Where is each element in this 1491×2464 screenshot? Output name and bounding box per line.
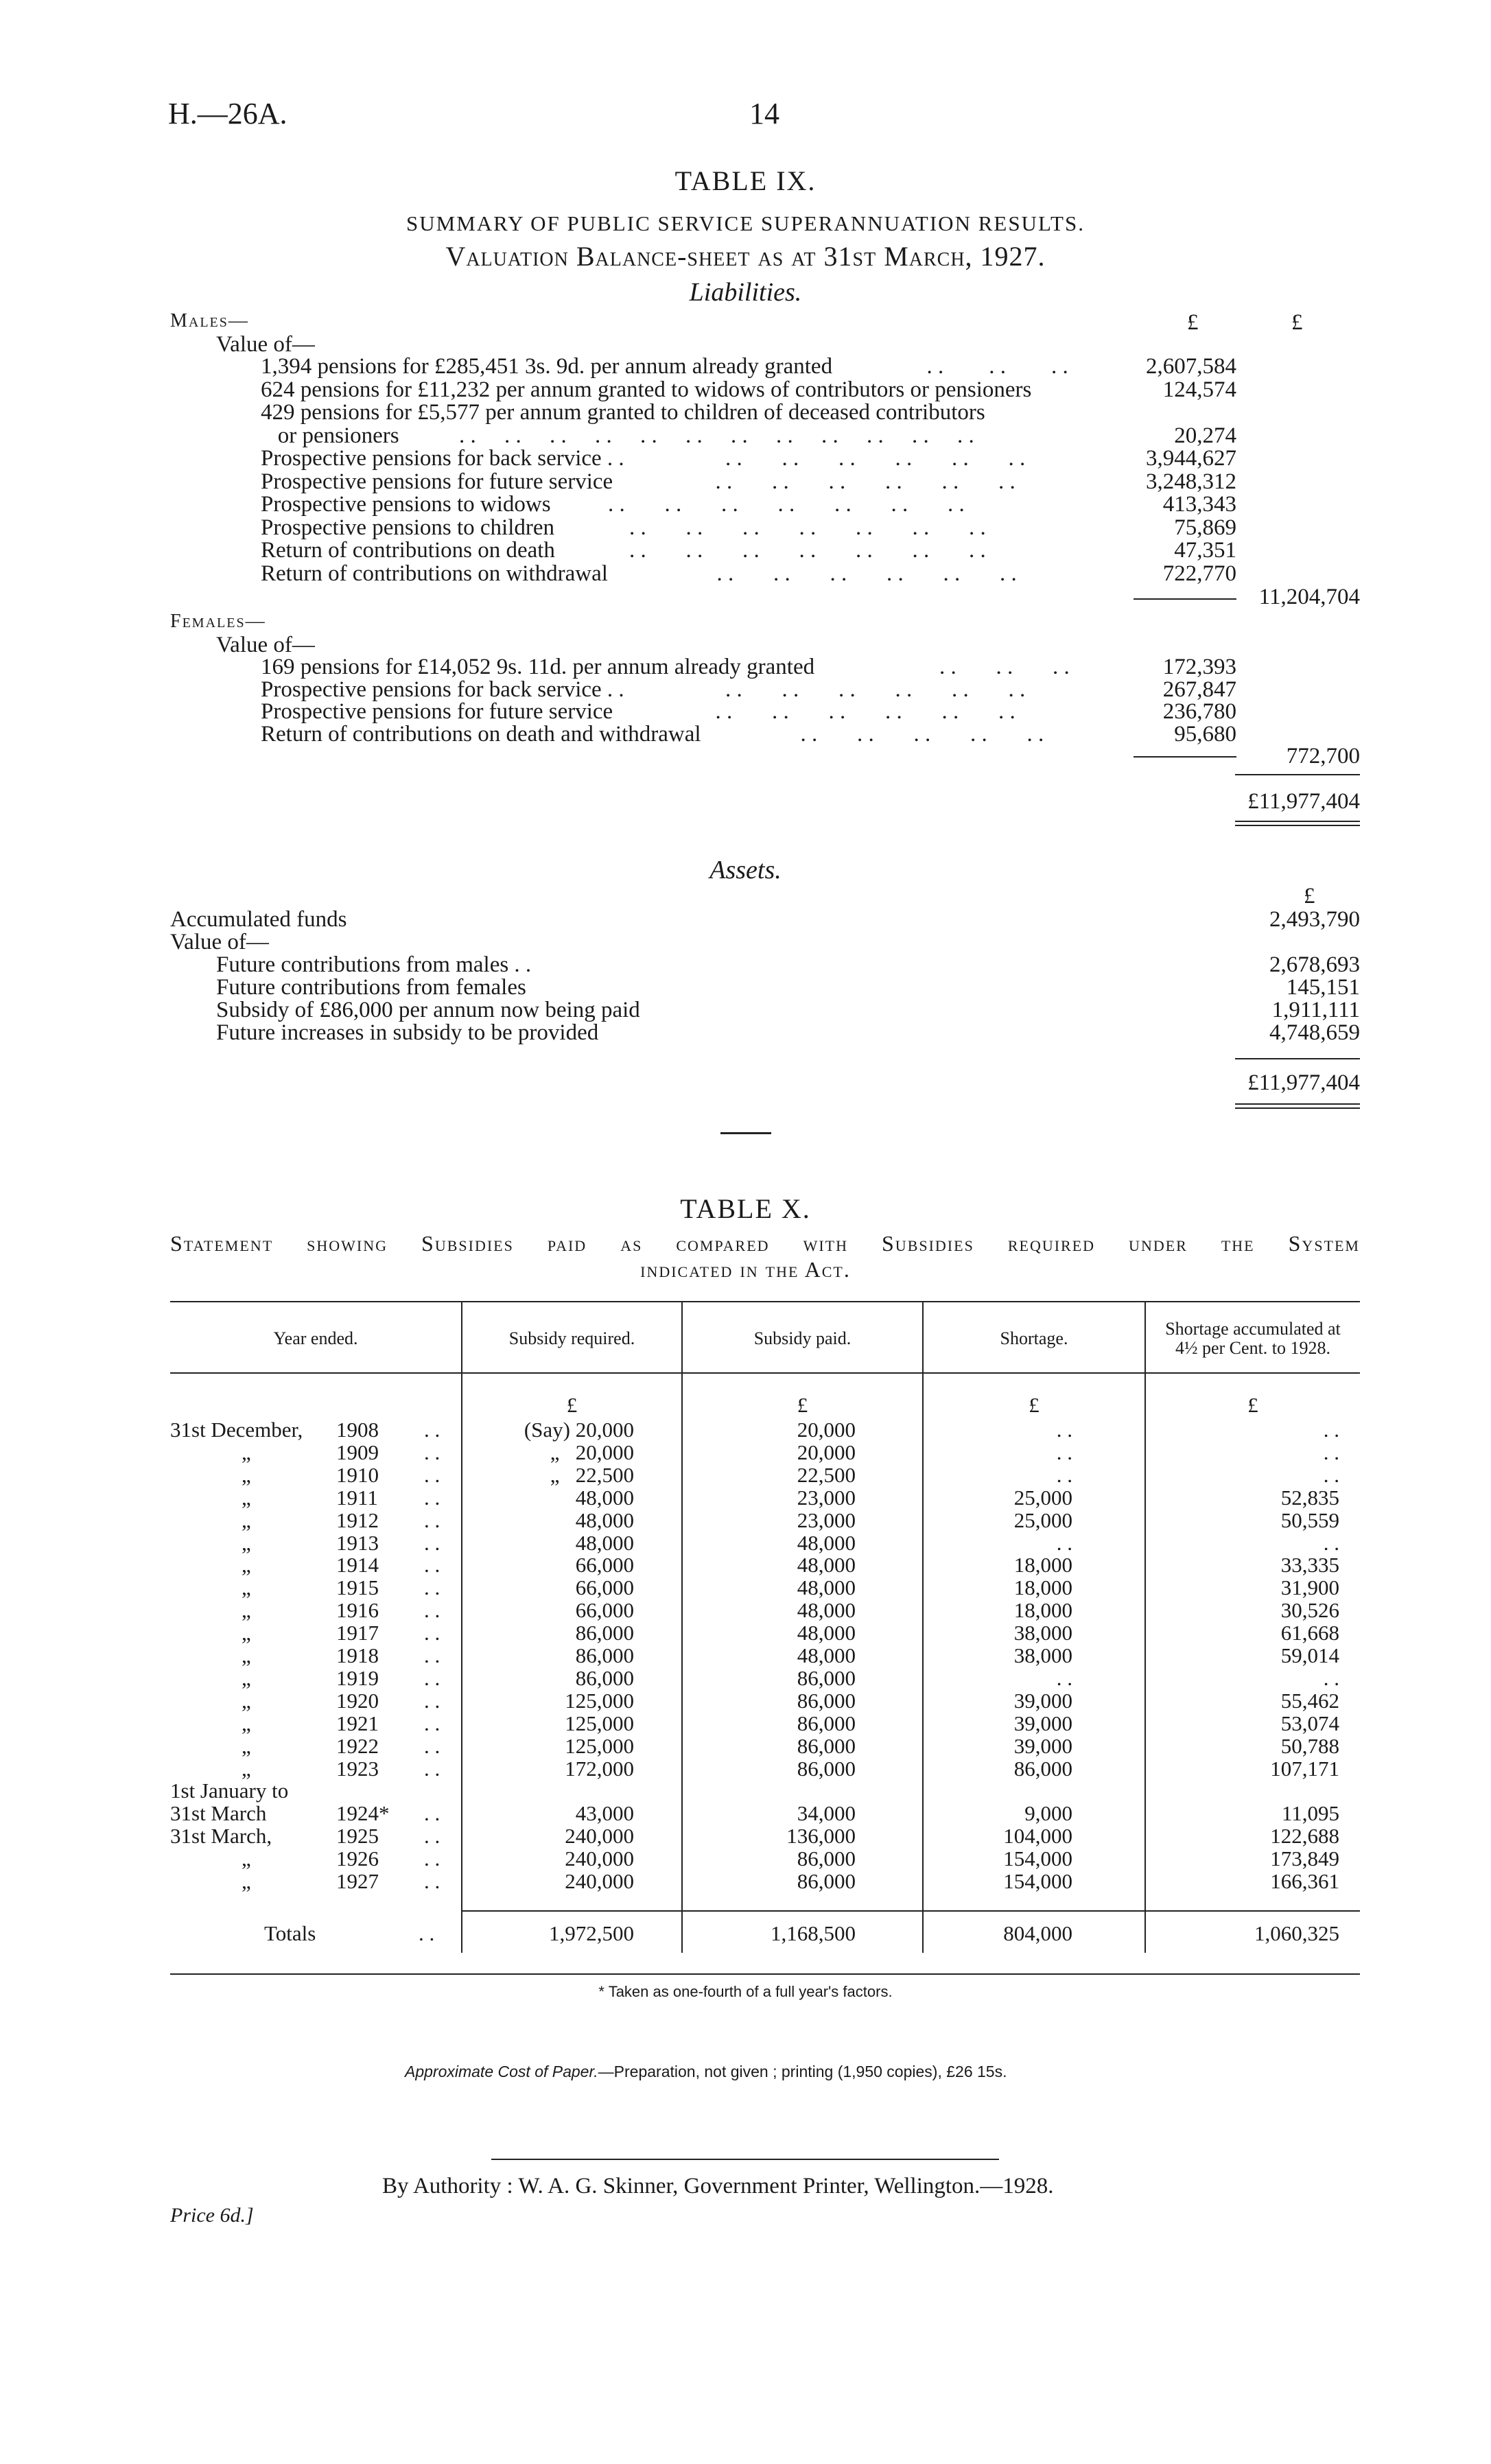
- table10-header-rule: [170, 1372, 1360, 1374]
- row-accum: 166,361: [1270, 1869, 1339, 1893]
- row-required: 48,000: [575, 1486, 634, 1510]
- row-prefix: „: [242, 1598, 251, 1622]
- row-accum: 50,788: [1280, 1734, 1339, 1758]
- row-required: 240,000: [565, 1869, 634, 1893]
- row-paid: 48,000: [797, 1598, 856, 1622]
- row-shortage: 18,000: [1013, 1598, 1072, 1622]
- row-dots: . .: [424, 1689, 441, 1713]
- females-item-amount: 236,780: [1162, 699, 1236, 724]
- row-shortage: 38,000: [1013, 1643, 1072, 1667]
- page-number: 14: [749, 97, 779, 130]
- row-dots: . .: [424, 1531, 441, 1555]
- row-paid: 48,000: [797, 1553, 856, 1577]
- row-shortage: 9,000: [1024, 1801, 1072, 1825]
- row-year: 1913: [336, 1531, 379, 1555]
- males-item-label: Prospective pensions to widows: [261, 492, 551, 517]
- cost-note-text: —Preparation, not given ; printing (1,950 copies), £26 15s.: [598, 2063, 1007, 2080]
- row-year: 1926: [336, 1846, 379, 1870]
- row-dots: . .: [424, 1621, 441, 1645]
- row-prefix: „: [242, 1486, 251, 1510]
- row-year: 1919: [336, 1666, 379, 1690]
- males-subtotal-rule: [1134, 598, 1236, 600]
- row-year: 1911: [336, 1486, 378, 1510]
- row-required: 240,000: [565, 1846, 634, 1870]
- liabilities-rule: [1235, 774, 1360, 775]
- row-dots: . .: [424, 1440, 441, 1464]
- row-dots: . .: [424, 1666, 441, 1690]
- row-shortage: 25,000: [1013, 1486, 1072, 1510]
- asset-item-label: Value of—: [170, 930, 269, 954]
- row-dots: . .: [424, 1734, 441, 1758]
- row-required: 86,000: [575, 1643, 634, 1667]
- table10-title: TABLE X.: [680, 1193, 811, 1224]
- females-item-label: Prospective pensions for future service: [261, 699, 613, 724]
- printer-authority: By Authority : W. A. G. Skinner, Government Printer, Wellington.—1928.: [382, 2174, 1054, 2198]
- row-prefix: „: [242, 1757, 251, 1781]
- females-item-amount: 95,680: [1174, 722, 1236, 747]
- females-item-label: Return of contributions on death and withdrawal: [261, 722, 701, 747]
- row-accum: 31,900: [1280, 1575, 1339, 1599]
- row-shortage: 18,000: [1013, 1553, 1072, 1577]
- row-prefix: „: [242, 1689, 251, 1713]
- row-year: 1921: [336, 1711, 379, 1735]
- row-dots: . .: [424, 1508, 441, 1532]
- leader-dots: . . . . . . . . . . . . . .: [585, 492, 965, 517]
- males-item-label: Return of contributions on withdrawal: [261, 561, 608, 586]
- table10-subtitle-line1: Statement showing Subsidies paid as compared with Subsidies required under the System: [170, 1231, 1360, 1256]
- col-shortage-header: Shortage.: [1000, 1328, 1068, 1348]
- leader-dots: . . . . . . . . . . . .: [703, 677, 1026, 702]
- females-item-label: Prospective pensions for back service . .: [261, 677, 624, 702]
- row-required: 125,000: [565, 1734, 634, 1758]
- row-year: 1920: [336, 1689, 379, 1713]
- row-shortage: 39,000: [1013, 1734, 1072, 1758]
- row-accum: 50,559: [1280, 1508, 1339, 1532]
- row-required: 66,000: [575, 1598, 634, 1622]
- row-shortage: . .: [1056, 1440, 1072, 1464]
- col-year-header: Year ended.: [273, 1328, 358, 1348]
- leader-dots: . . . . . .: [915, 354, 1068, 379]
- assets-currency-head: £: [1304, 884, 1315, 908]
- row-year: 1925: [336, 1824, 379, 1848]
- row-accum: 53,074: [1280, 1711, 1339, 1735]
- totals-label: Totals: [264, 1921, 316, 1945]
- row-accum: 52,835: [1280, 1486, 1339, 1510]
- row-accum: 11,095: [1281, 1801, 1339, 1825]
- males-item-label: Prospective pensions for back service . .: [261, 446, 624, 471]
- liabilities-double-rule-1: [1235, 821, 1360, 822]
- row-prefix: „: [242, 1621, 251, 1645]
- row-paid: 22,500: [797, 1463, 856, 1487]
- col-accum-header-line2: 4½ per Cent. to 1928.: [1175, 1338, 1331, 1358]
- row-dots: . .: [424, 1869, 441, 1893]
- row-dots: . .: [424, 1486, 441, 1510]
- footnote: * Taken as one-fourth of a full year's factors.: [598, 1983, 893, 2000]
- row-shortage: 104,000: [1003, 1824, 1072, 1848]
- row-year: 1912: [336, 1508, 379, 1532]
- row-year: 1909: [336, 1440, 379, 1464]
- totals-shortage: 804,000: [1003, 1921, 1072, 1945]
- row-prefix: 31st March,: [170, 1824, 272, 1848]
- males-item-label: Prospective pensions to children: [261, 515, 555, 540]
- row-paid: 20,000: [797, 1440, 856, 1464]
- row-paid: 34,000: [797, 1801, 856, 1825]
- males-item-amount: 3,248,312: [1146, 469, 1236, 494]
- required-currency: £: [566, 1393, 578, 1417]
- row-shortage: 25,000: [1013, 1508, 1072, 1532]
- row-paid: 136,000: [786, 1824, 856, 1848]
- totals-dots: . .: [419, 1921, 435, 1945]
- row-year: 1927: [336, 1869, 379, 1893]
- males-total: 11,204,704: [1258, 585, 1360, 609]
- row-dots: . .: [424, 1598, 441, 1622]
- row-required: 86,000: [575, 1666, 634, 1690]
- females-value-of: Value of—: [216, 633, 315, 657]
- row-required: 240,000: [565, 1824, 634, 1848]
- row-required: 48,000: [575, 1508, 634, 1532]
- row-dots: . .: [424, 1643, 441, 1667]
- row-required: 66,000: [575, 1575, 634, 1599]
- males-item-amount: 47,351: [1174, 538, 1236, 563]
- row-accum: 122,688: [1270, 1824, 1339, 1848]
- asset-item-label: Accumulated funds: [170, 907, 347, 932]
- row-shortage: 154,000: [1003, 1846, 1072, 1870]
- males-value-of: Value of—: [216, 332, 315, 357]
- leader-dots: . . . . . . . . . . . . . . . . . . . . . . . .: [436, 423, 974, 448]
- asset-item-label: Future contributions from males . .: [216, 952, 532, 977]
- row-shortage: . .: [1056, 1418, 1072, 1442]
- assets-rule: [1235, 1058, 1360, 1059]
- row-year: 1908: [336, 1418, 379, 1442]
- males-item-label: Return of contributions on death: [261, 538, 555, 563]
- row-dots: . .: [424, 1824, 441, 1848]
- row-prefix: 31st March: [170, 1801, 267, 1825]
- row-required: 43,000: [575, 1801, 634, 1825]
- row-year: 1910: [336, 1463, 379, 1487]
- totals-required: 1,972,500: [549, 1921, 634, 1945]
- females-label: Females—: [170, 611, 266, 632]
- asset-item-amount: 4,748,659: [1269, 1020, 1360, 1045]
- row-prefix: „: [242, 1531, 251, 1555]
- col-required-header: Subsidy required.: [508, 1328, 635, 1348]
- row-year: 1923: [336, 1757, 379, 1781]
- row-prefix: „: [242, 1575, 251, 1599]
- currency-head-col1: £: [1187, 310, 1199, 335]
- row-accum: 55,462: [1280, 1689, 1339, 1713]
- row-accum: 173,849: [1270, 1846, 1339, 1870]
- table10-subtitle-line2: indicated in the Act.: [640, 1257, 851, 1282]
- assets-heading: Assets.: [709, 856, 782, 884]
- leader-dots: . . . . . . . . . .: [766, 722, 1044, 747]
- row-accum: . .: [1323, 1463, 1339, 1487]
- accum-currency: £: [1247, 1393, 1258, 1417]
- row-accum: 107,171: [1270, 1757, 1339, 1781]
- table9-title: TABLE IX.: [674, 165, 817, 196]
- assets-double-rule-2: [1235, 1107, 1360, 1109]
- row-accum: 30,526: [1280, 1598, 1339, 1622]
- row-accum: 61,668: [1280, 1621, 1339, 1645]
- row-accum: . .: [1323, 1418, 1339, 1442]
- row-paid: 48,000: [797, 1531, 856, 1555]
- males-item-amount: 3,944,627: [1146, 446, 1236, 471]
- row-paid: 86,000: [797, 1711, 856, 1735]
- row-year: 1924*: [336, 1801, 390, 1825]
- males-item-label: 1,394 pensions for £285,451 3s. 9d. per annum already granted: [261, 354, 833, 379]
- table9-subtitle: SUMMARY OF PUBLIC SERVICE SUPERANNUATION RESULTS.: [406, 211, 1085, 235]
- table10-bottom-rule: [170, 1973, 1360, 1975]
- row-prefix: „: [242, 1711, 251, 1735]
- row-prefix: „: [242, 1553, 251, 1577]
- row-year: 1918: [336, 1643, 379, 1667]
- row-paid: 86,000: [797, 1869, 856, 1893]
- row-paid: 86,000: [797, 1689, 856, 1713]
- row-paid: 86,000: [797, 1734, 856, 1758]
- row-prefix: „: [242, 1440, 251, 1464]
- row-shortage: 18,000: [1013, 1575, 1072, 1599]
- row-prefix: „: [242, 1666, 251, 1690]
- row-required: „ 20,000: [550, 1440, 634, 1464]
- row-shortage: 38,000: [1013, 1621, 1072, 1645]
- row-paid: 48,000: [797, 1575, 856, 1599]
- col-paid-header: Subsidy paid.: [753, 1328, 852, 1348]
- price: Price 6d.]: [170, 2204, 254, 2227]
- row-dots: . .: [424, 1418, 441, 1442]
- row-paid: 86,000: [797, 1846, 856, 1870]
- liabilities-total: £11,977,404: [1247, 789, 1360, 814]
- asset-item-amount: 2,493,790: [1269, 907, 1360, 932]
- row-required: 66,000: [575, 1553, 634, 1577]
- asset-item-label: Future increases in subsidy to be provided: [216, 1020, 599, 1045]
- currency-head-col2: £: [1291, 310, 1303, 335]
- row-dots: . .: [424, 1846, 441, 1870]
- females-item-label: 169 pensions for £14,052 9s. 11d. per annum already granted: [261, 655, 815, 679]
- row-accum: 33,335: [1280, 1553, 1339, 1577]
- row-required: 172,000: [565, 1757, 634, 1781]
- row-paid: 48,000: [797, 1643, 856, 1667]
- asset-item-amount: 1,911,111: [1271, 998, 1360, 1022]
- liabilities-double-rule-2: [1235, 825, 1360, 826]
- row-shortage: . .: [1056, 1666, 1072, 1690]
- row-dots: . .: [424, 1463, 441, 1487]
- males-item-amount: 124,574: [1162, 377, 1236, 402]
- row-accum: . .: [1323, 1531, 1339, 1555]
- row-required: „ 22,500: [550, 1463, 634, 1487]
- females-total: 772,700: [1286, 744, 1360, 768]
- row-required: 125,000: [565, 1689, 634, 1713]
- row-paid: 23,000: [797, 1508, 856, 1532]
- row-accum: 59,014: [1280, 1643, 1339, 1667]
- table9-subtitle2: Valuation Balance-sheet as at 31st March, 1927.: [445, 241, 1046, 272]
- row-shortage: . .: [1056, 1463, 1072, 1487]
- leader-dots: . . . . . . . . . . . .: [681, 469, 1015, 494]
- row-year: 1922: [336, 1734, 379, 1758]
- row-dots: . .: [424, 1553, 441, 1577]
- males-item-label: 624 pensions for £11,232 per annum granted to widows of contributors or pensioners: [261, 377, 1032, 402]
- row-dots: . .: [424, 1801, 441, 1825]
- row-dots: . .: [424, 1575, 441, 1599]
- row-required: 125,000: [565, 1711, 634, 1735]
- males-item-amount: 413,343: [1162, 492, 1236, 517]
- row-prefix: 1st January to: [170, 1779, 289, 1803]
- table10-top-rule: [170, 1301, 1360, 1302]
- row-prefix: 31st December,: [170, 1418, 303, 1442]
- row-required: 48,000: [575, 1531, 634, 1555]
- row-shortage: 86,000: [1013, 1757, 1072, 1781]
- row-paid: 48,000: [797, 1621, 856, 1645]
- paid-currency: £: [797, 1393, 808, 1417]
- row-prefix: „: [242, 1463, 251, 1487]
- row-prefix: „: [242, 1846, 251, 1870]
- footer-rule: [491, 2159, 999, 2160]
- totals-rule: [462, 1910, 1360, 1912]
- males-item-label: 429 pensions for £5,577 per annum granted to children of deceased contributors: [261, 400, 985, 425]
- row-dots: . .: [424, 1757, 441, 1781]
- row-shortage: 39,000: [1013, 1689, 1072, 1713]
- males-item-amount: 20,274: [1174, 423, 1236, 448]
- males-item-amount: 75,869: [1174, 515, 1236, 540]
- leader-dots: . . . . . . . . . . . . . .: [607, 538, 986, 563]
- shortage-currency: £: [1029, 1393, 1040, 1417]
- document-reference: H.—26A.: [168, 97, 287, 130]
- assets-double-rule-1: [1235, 1103, 1360, 1105]
- row-prefix: „: [242, 1643, 251, 1667]
- row-paid: 23,000: [797, 1486, 856, 1510]
- row-year: 1916: [336, 1598, 379, 1622]
- row-required: (Say) 20,000: [524, 1418, 634, 1442]
- row-year: 1917: [336, 1621, 379, 1645]
- row-dots: . .: [424, 1711, 441, 1735]
- section-divider: [720, 1132, 771, 1134]
- females-item-amount: 172,393: [1162, 655, 1236, 679]
- row-required: 86,000: [575, 1621, 634, 1645]
- row-paid: 86,000: [797, 1757, 856, 1781]
- row-shortage: 154,000: [1003, 1869, 1072, 1893]
- asset-item-label: Future contributions from females: [216, 975, 526, 1000]
- males-label: Males—: [170, 310, 249, 331]
- row-prefix: „: [242, 1869, 251, 1893]
- row-paid: 20,000: [797, 1418, 856, 1442]
- totals-paid: 1,168,500: [771, 1921, 856, 1945]
- leader-dots: . . . . . . . . . . . . . .: [607, 515, 986, 540]
- leader-dots: . . . . . . . . . . . .: [681, 699, 1015, 724]
- males-item-label: Prospective pensions for future service: [261, 469, 613, 494]
- males-item-amount: 2,607,584: [1146, 354, 1236, 379]
- males-item-amount: 722,770: [1162, 561, 1236, 586]
- asset-item-amount: 145,151: [1286, 975, 1360, 1000]
- asset-item-label: Subsidy of £86,000 per annum now being paid: [216, 998, 640, 1022]
- liabilities-heading: Liabilities.: [689, 278, 802, 307]
- males-item-label: or pensioners: [261, 423, 399, 448]
- assets-total: £11,977,404: [1247, 1070, 1360, 1095]
- row-paid: 86,000: [797, 1666, 856, 1690]
- totals-accum: 1,060,325: [1254, 1921, 1339, 1945]
- leader-dots: . . . . . .: [894, 655, 1070, 679]
- cost-note-label: Approximate Cost of Paper.: [405, 2063, 598, 2080]
- row-year: 1915: [336, 1575, 379, 1599]
- row-year: 1914: [336, 1553, 379, 1577]
- females-item-amount: 267,847: [1162, 677, 1236, 702]
- row-shortage: . .: [1056, 1531, 1072, 1555]
- cost-note: [405, 2063, 1007, 2081]
- row-accum: . .: [1323, 1666, 1339, 1690]
- leader-dots: . . . . . . . . . . . .: [660, 561, 1017, 586]
- col-accum-header-line1: Shortage accumulated at: [1165, 1319, 1341, 1339]
- row-shortage: 39,000: [1013, 1711, 1072, 1735]
- row-prefix: „: [242, 1734, 251, 1758]
- asset-item-amount: 2,678,693: [1269, 952, 1360, 977]
- row-prefix: „: [242, 1508, 251, 1532]
- leader-dots: . . . . . . . . . . . .: [703, 446, 1026, 471]
- row-accum: . .: [1323, 1440, 1339, 1464]
